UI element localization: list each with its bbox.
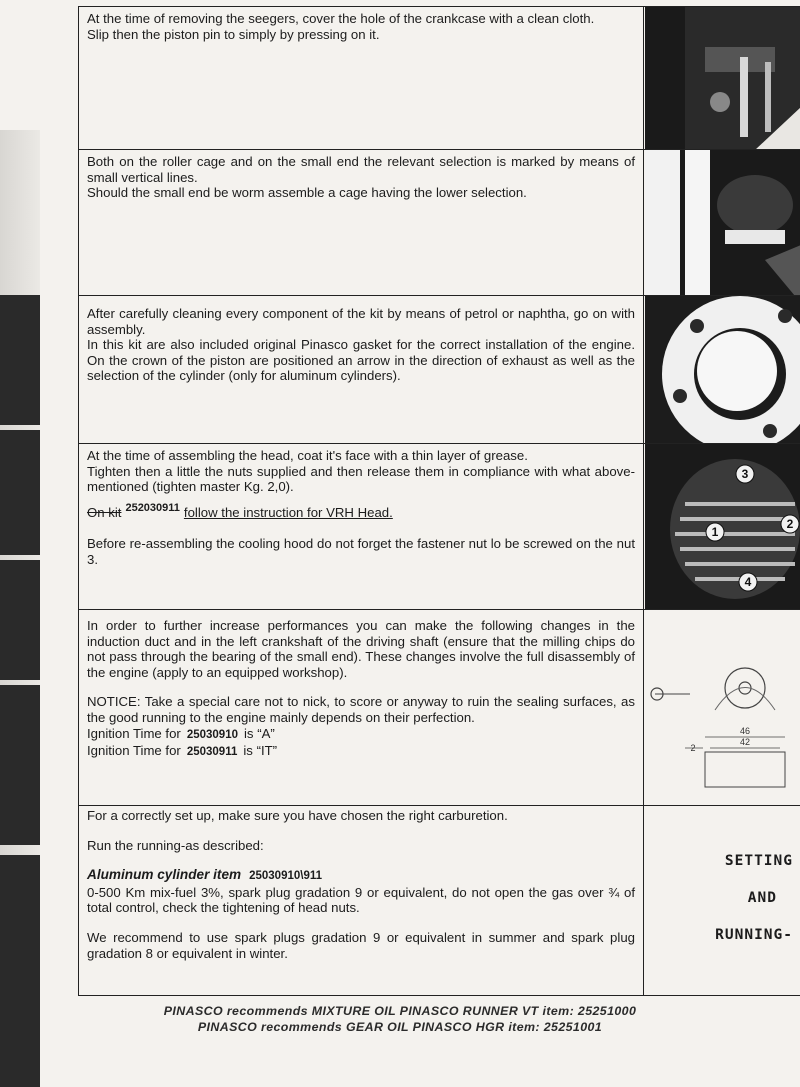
instruction-text — [79, 296, 644, 443]
ignition-row — [87, 726, 635, 743]
head-nut-label: 1 — [711, 525, 719, 539]
ignition-label: Ignition Time for — [87, 742, 181, 758]
head-nut-label: 2 — [786, 517, 794, 531]
instruction-text — [79, 444, 644, 609]
kit-prefix: On kit — [87, 504, 122, 520]
dimension-label: 2 — [690, 743, 696, 753]
dimension-label: 42 — [739, 737, 751, 747]
instruction-table — [78, 6, 800, 996]
aluminum-cylinder-heading — [87, 867, 635, 885]
paragraph: We recommend to use spark plugs gradation 9 or equivalent in summer and spark plug gradation 8 or equivalent in winter. — [87, 929, 635, 961]
footer-mixture-oil: PINASCO recommends MIXTURE OIL PINASCO RUNNER VT item: 25251000 — [163, 1004, 637, 1018]
ignition-value: is “IT” — [243, 742, 278, 758]
paragraph: Both on the roller cage and on the small end the relevant selection is marked by means of small vertical lines. — [87, 154, 635, 185]
notice-paragraph: NOTICE: Take a special care not to nick, to score or anyway to ruin the sealing surfaces, as the good running to the engine mainly depends on their perfection. — [87, 694, 635, 725]
instruction-text — [79, 610, 644, 805]
head-nut-label: 3 — [741, 467, 749, 481]
instruction-row-assembly — [79, 295, 800, 443]
section-label-running: RUNNING- — [715, 927, 793, 943]
cylinder-head-photo — [645, 444, 800, 609]
aluminum-cylinder-code: 25030910\911 — [249, 870, 323, 883]
paragraph: After carefully cleaning every component of the kit by means of petrol or naphtha, go on with assembly. — [87, 306, 635, 337]
head-nut-label: 4 — [744, 575, 752, 589]
adjacent-page-photo — [0, 430, 40, 555]
kit-code: 252030911 — [125, 501, 180, 514]
section-label-setting: SETTING — [724, 853, 793, 869]
setting-running-label-cell — [645, 806, 800, 995]
section-label-and: AND — [747, 890, 777, 906]
instruction-row-head — [79, 443, 800, 609]
adjacent-page-photo — [0, 560, 40, 680]
paragraph: 0-500 Km mix-fuel 3%, spark plug gradation 9 or equivalent, do not open the gas over ¾ of total control, check the tightening of head nuts. — [87, 884, 635, 916]
adjacent-page-photo — [0, 685, 40, 845]
roller-cage-photo — [645, 150, 800, 295]
footer-gear-oil: PINASCO recommends GEAR OIL PINASCO HGR item: 25251001 — [197, 1020, 603, 1034]
instruction-row-performance — [79, 609, 800, 805]
adjacent-page-strip — [0, 130, 40, 1087]
instruction-text — [79, 806, 644, 995]
paragraph: Before re-assembling the cooling hood do not forget the fastener nut lo be screwed on the nut 3. — [87, 536, 635, 567]
aluminum-cylinder-title: Aluminum cylinder item — [87, 867, 242, 883]
gasket-photo — [645, 296, 800, 443]
kit-instruction: follow the instruction for VRH Head. — [183, 504, 393, 520]
paragraph: For a correctly set up, make sure you have chosen the right carburetion. — [87, 808, 508, 823]
ignition-row — [87, 743, 635, 760]
paragraph: In order to further increase performances you can make the following changes in the induction duct and in the left crankshaft of the driving shaft (ensure that the milling chips do not pass through the bearing of the small end). These changes involve the full disassembly of the engine (apply to an equipped workshop). — [87, 618, 635, 680]
crankshaft-diagram — [645, 610, 800, 805]
ignition-label: Ignition Time for — [87, 725, 181, 741]
paragraph: Tighten then a little the nuts supplied and then release them in compliance with what above-mentioned (tighten master Kg. 2,0). — [87, 463, 635, 495]
ignition-value: is “A” — [244, 725, 275, 741]
adjacent-page-photo — [0, 855, 40, 1087]
paragraph: Slip then the piston pin to simply by pressing on it. — [87, 26, 380, 42]
paragraph: At the time of removing the seegers, cover the hole of the crankcase with a clean cloth. — [87, 11, 595, 26]
adjacent-page-photo — [0, 295, 40, 425]
piston-pin-photo — [645, 7, 800, 149]
paragraph: Should the small end be worm assemble a cage having the lower selection. — [87, 185, 527, 201]
ignition-code: 25030911 — [186, 745, 238, 758]
instruction-row-selection — [79, 149, 800, 295]
paragraph: At the time of assembling the head, coat it's face with a thin layer of grease. — [87, 448, 528, 463]
instruction-text — [79, 7, 644, 149]
instruction-row-running — [79, 805, 800, 996]
instruction-text — [79, 150, 644, 295]
paragraph: Run the running-as described: — [87, 837, 264, 853]
instruction-row-seegers — [79, 6, 800, 149]
vrh-head-note — [87, 501, 635, 523]
paragraph: In this kit are also included original Pinasco gasket for the correct installation of the engine. On the crown of the piston are positioned an arrow in the direction of exhaust as well as the selection of the cylinder (only for aluminum cylinders). — [87, 337, 635, 384]
dimension-label: 46 — [739, 726, 751, 736]
ignition-code: 25030910 — [186, 728, 238, 741]
